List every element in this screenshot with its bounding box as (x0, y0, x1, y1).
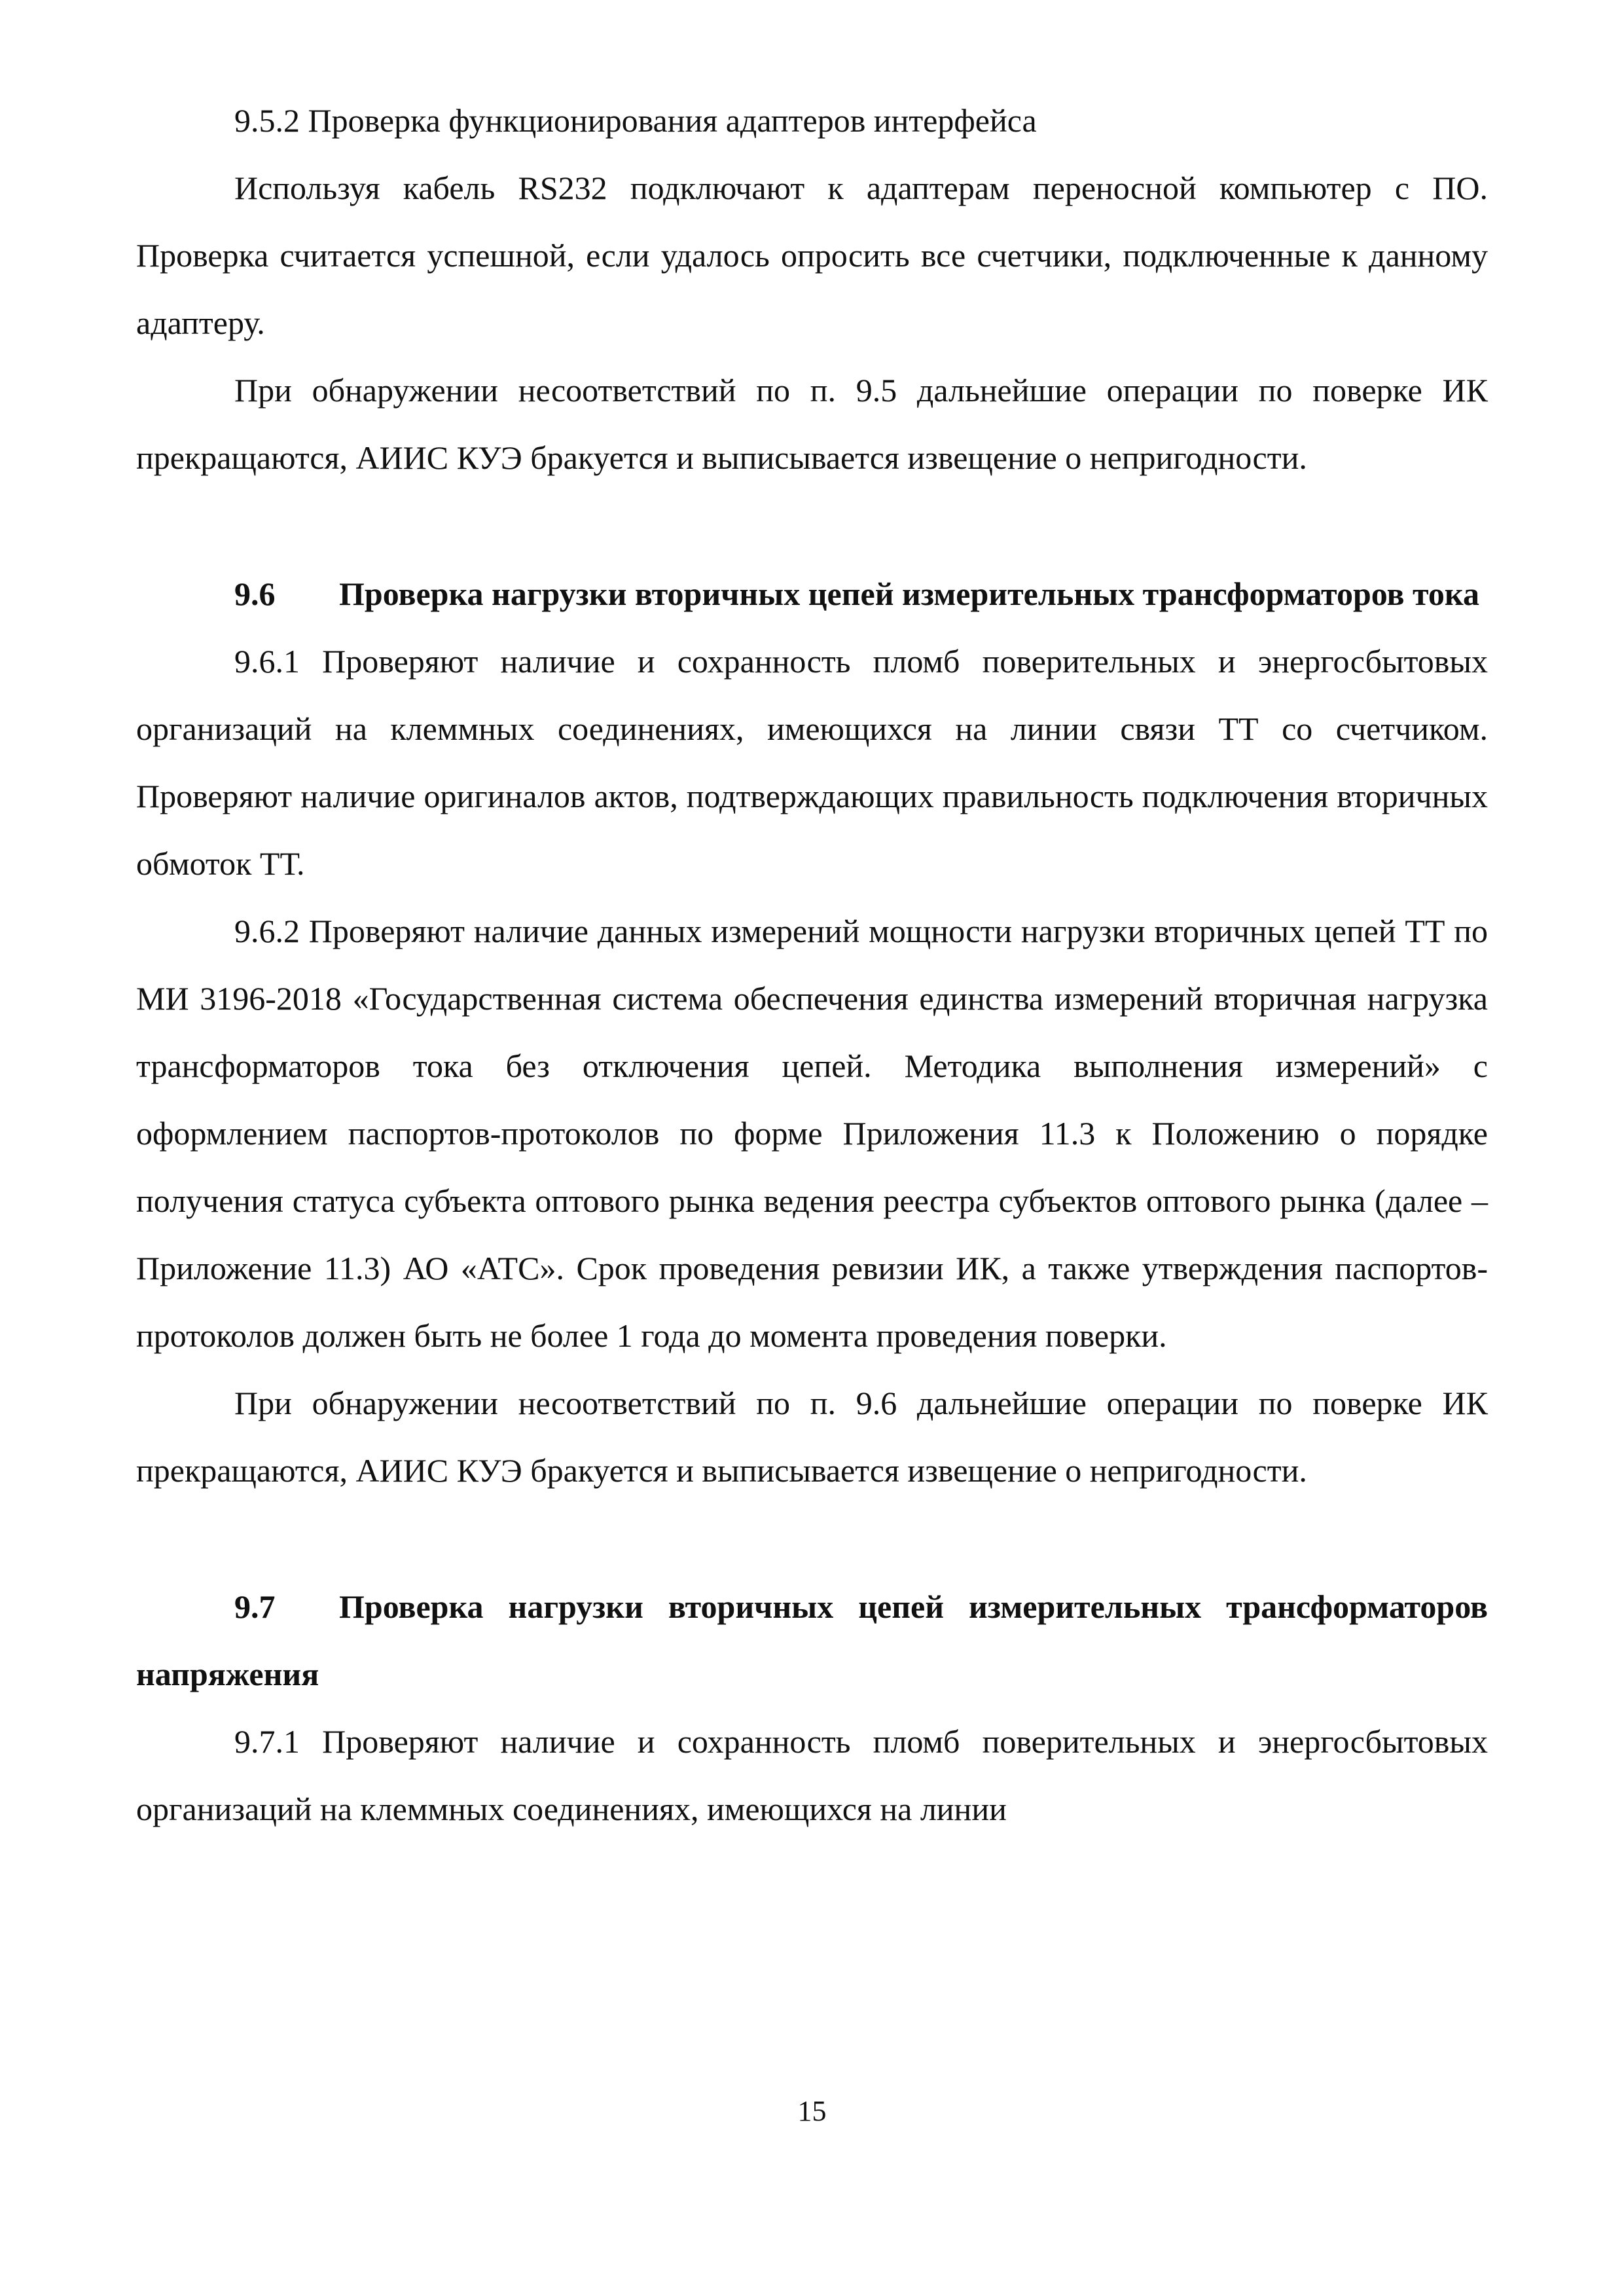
page-content (136, 87, 1488, 1843)
paragraph-9-6-2: 9.6.2 Проверяют наличие данных измерений мощности нагрузки вторичных цепей ТТ по МИ 3196-2018 «Государственная система обеспечения единства измерений вторичная нагрузка трансформаторов тока без отключения цепей. Методика выполнения измерений» с оформлением паспортов-протоколов по форме Приложения 11.3 к Положению о порядке получения статуса субъекта оптового рынка ведения реестра субъектов оптового рынка (далее – Приложение 11.3) АО «АТС». Срок проведения ревизии ИК, а также утверждения паспортов-протоколов должен быть не более 1 года до момента проведения поверки. (136, 913, 1488, 1354)
section-gap (136, 492, 1488, 560)
section-gap (136, 1504, 1488, 1573)
paragraph-9-5-2-title: 9.5.2 Проверка функционирования адаптеров интерфейса (234, 102, 1037, 139)
section-heading-9-6 (136, 560, 1488, 628)
paragraph-9-7-1: 9.7.1 Проверяют наличие и сохранность пломб поверительных и энергосбытовых организаций на клеммных соединениях, имеющихся на линии (136, 1723, 1488, 1827)
section-title-9-7: Проверка нагрузки вторичных цепей измерительных трансформаторов напряжения (136, 1588, 1488, 1692)
section-number-9-7: 9.7 (234, 1588, 276, 1625)
section-number-9-6: 9.6 (234, 575, 276, 612)
section-title-9-6: Проверка нагрузки вторичных цепей измерительных трансформаторов тока (339, 575, 1479, 612)
paragraph-9-5-2-body: Используя кабель RS232 подключают к адаптерам переносной компьютер с ПО. Проверка считается успешной, если удалось опросить все счетчики, подключенные к данному адаптеру. (136, 170, 1488, 341)
paragraph-9-5-failure: При обнаружении несоответствий по п. 9.5 дальнейшие операции по поверке ИК прекращаются, АИИС КУЭ бракуется и выписывается извещение о непригодности. (136, 372, 1488, 476)
paragraph-9-6-1: 9.6.1 Проверяют наличие и сохранность пломб поверительных и энергосбытовых организаций на клеммных соединениях, имеющихся на линии связи ТТ со счетчиком. Проверяют наличие оригиналов актов, подтверждающих правильность подключения вторичных обмоток ТТ. (136, 643, 1488, 882)
paragraph-9-6-failure: При обнаружении несоответствий по п. 9.6 дальнейшие операции по поверке ИК прекращаются, АИИС КУЭ бракуется и выписывается извещение о непригодности. (136, 1385, 1488, 1489)
page-number: 15 (797, 2095, 827, 2127)
section-heading-9-7 (136, 1573, 1488, 1708)
